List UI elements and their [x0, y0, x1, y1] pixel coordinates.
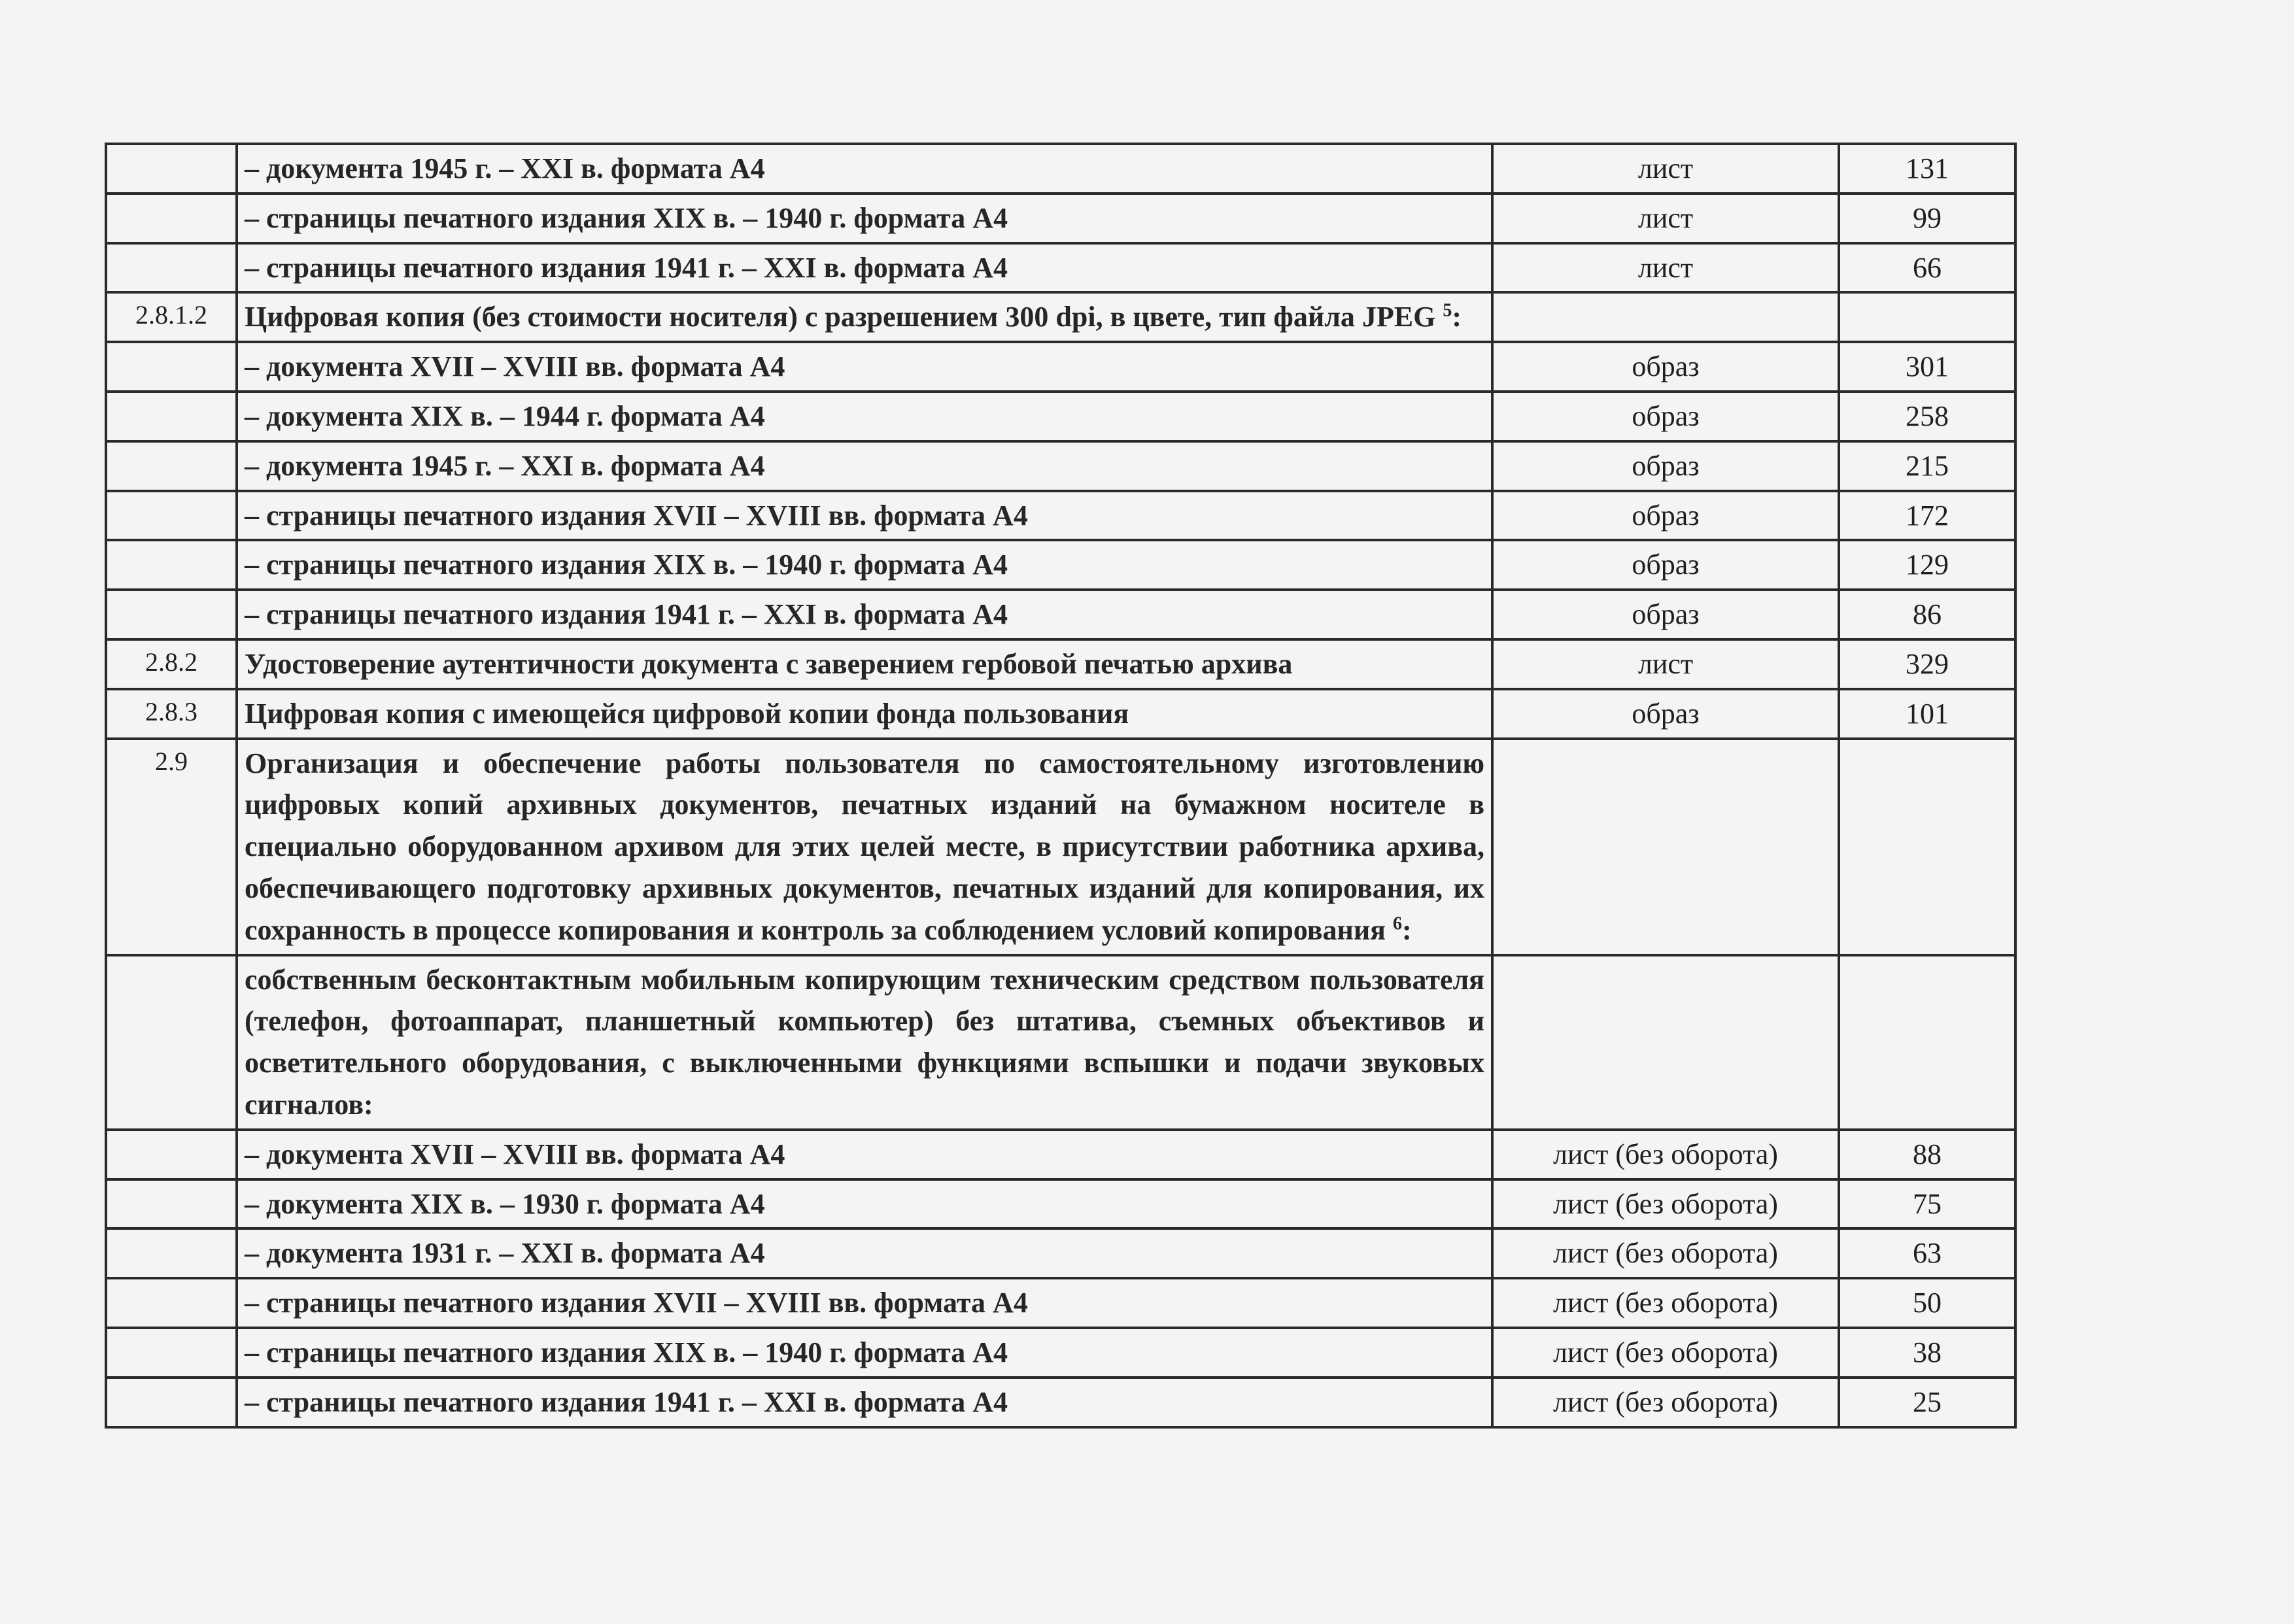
- row-description-cell: [237, 194, 1492, 243]
- description-text: Цифровая копия (без стоимости носителя) с разрешением 300 dpi, в цвете, тип файла JPEG: [245, 301, 1436, 333]
- row-description-cell: [237, 1130, 1492, 1179]
- description-text: – страницы печатного издания 1941 г. – XXI в. формата А4: [245, 598, 1008, 631]
- description-text: собственным бесконтактным мобильным копирующим техническим средством пользователя (телефон, фотоаппарат, планшетный компьютер) без штатива, съемных объективов и осветительного оборудования, с выключенными функциями вспышки и подачи звуковых сигналов:: [245, 963, 1484, 1121]
- row-price-cell: 99: [1839, 194, 2015, 243]
- row-number-cell: 2.9: [106, 739, 237, 955]
- table-row: [106, 1228, 2015, 1278]
- description-text: – документа XVII – XVIII вв. формата А4: [245, 1138, 785, 1170]
- row-unit-cell: лист (без оборота): [1492, 1179, 1839, 1229]
- row-price-cell: 301: [1839, 342, 2015, 392]
- row-description-cell: [237, 739, 1492, 955]
- row-price-cell: 129: [1839, 540, 2015, 590]
- row-price-cell: 329: [1839, 639, 2015, 689]
- description-text: – страницы печатного издания XIX в. – 1940 г. формата А4: [245, 201, 1008, 234]
- description-end: :: [1452, 301, 1462, 333]
- description-text: Организация и обеспечение работы пользователя по самостоятельному изготовлению цифровых копий архивных документов, печатных изданий на бумажном носителе в специально оборудованном архивом для этих целей месте, в присутствии работника архива, обеспечивающего подготовку архивных документов, печатных изданий для копирования, их сохранность в процессе копирования и контроль за соблюдением условий копирования: [245, 747, 1484, 946]
- row-description-cell: [237, 1228, 1492, 1278]
- table-row: [106, 194, 2015, 243]
- table-row: [106, 1130, 2015, 1179]
- row-unit-cell: образ: [1492, 342, 1839, 392]
- row-unit-cell: лист (без оборота): [1492, 1378, 1839, 1427]
- row-price-cell: 63: [1839, 1228, 2015, 1278]
- row-price-cell: 101: [1839, 689, 2015, 739]
- row-unit-cell: образ: [1492, 392, 1839, 441]
- row-price-cell: 38: [1839, 1328, 2015, 1378]
- row-description-cell: [237, 342, 1492, 392]
- row-unit-cell: [1492, 955, 1839, 1130]
- row-description-cell: [237, 491, 1492, 541]
- row-unit-cell: образ: [1492, 540, 1839, 590]
- table-row: [106, 243, 2015, 293]
- row-number-cell: [106, 392, 237, 441]
- row-number-cell: 2.8.1.2: [106, 292, 237, 342]
- table-row: [106, 441, 2015, 491]
- table-row: [106, 639, 2015, 689]
- tariff-table: [105, 143, 2017, 1429]
- row-price-cell: 75: [1839, 1179, 2015, 1229]
- footnote-marker: 6: [1392, 913, 1402, 934]
- table-row: [106, 1179, 2015, 1229]
- row-unit-cell: лист: [1492, 639, 1839, 689]
- row-number-cell: [106, 955, 237, 1130]
- row-description-cell: [237, 1328, 1492, 1378]
- description-text: – документа 1945 г. – XXI в. формата А4: [245, 449, 765, 482]
- footnote-marker: 5: [1443, 300, 1452, 321]
- row-description-cell: [237, 392, 1492, 441]
- row-price-cell: 215: [1839, 441, 2015, 491]
- description-text: Удостоверение аутентичности документа с заверением гербовой печатью архива: [245, 647, 1293, 680]
- row-price-cell: 172: [1839, 491, 2015, 541]
- row-price-cell: 131: [1839, 144, 2015, 194]
- row-unit-cell: лист (без оборота): [1492, 1130, 1839, 1179]
- row-price-cell: 66: [1839, 243, 2015, 293]
- description-text: – страницы печатного издания 1941 г. – XXI в. формата А4: [245, 251, 1008, 284]
- row-number-cell: [106, 1328, 237, 1378]
- description-text: – страницы печатного издания XVII – XVIII вв. формата А4: [245, 499, 1028, 532]
- row-number-cell: [106, 342, 237, 392]
- description-text: – документа XIX в. – 1930 г. формата А4: [245, 1187, 765, 1220]
- table-row: [106, 1278, 2015, 1328]
- row-description-cell: [237, 441, 1492, 491]
- row-description-cell: [237, 1278, 1492, 1328]
- row-price-cell: [1839, 955, 2015, 1130]
- table-row: [106, 392, 2015, 441]
- row-unit-cell: лист: [1492, 144, 1839, 194]
- table-row: [106, 1328, 2015, 1378]
- row-unit-cell: образ: [1492, 441, 1839, 491]
- row-unit-cell: образ: [1492, 689, 1839, 739]
- row-price-cell: 50: [1839, 1278, 2015, 1328]
- row-number-cell: [106, 1278, 237, 1328]
- row-number-cell: [106, 1130, 237, 1179]
- row-number-cell: [106, 144, 237, 194]
- row-description-cell: [237, 243, 1492, 293]
- description-text: – документа XIX в. – 1944 г. формата А4: [245, 399, 765, 432]
- table-row: [106, 144, 2015, 194]
- description-text: – страницы печатного издания 1941 г. – XXI в. формата А4: [245, 1385, 1008, 1418]
- table-row: [106, 342, 2015, 392]
- row-number-cell: [106, 1228, 237, 1278]
- table-row: [106, 955, 2015, 1130]
- row-description-cell: [237, 1179, 1492, 1229]
- row-number-cell: 2.8.3: [106, 689, 237, 739]
- row-unit-cell: лист: [1492, 243, 1839, 293]
- row-unit-cell: лист (без оборота): [1492, 1328, 1839, 1378]
- row-unit-cell: лист (без оборота): [1492, 1228, 1839, 1278]
- row-unit-cell: лист (без оборота): [1492, 1278, 1839, 1328]
- description-text: – страницы печатного издания XVII – XVIII вв. формата А4: [245, 1287, 1028, 1319]
- row-unit-cell: лист: [1492, 194, 1839, 243]
- row-unit-cell: [1492, 292, 1839, 342]
- row-price-cell: 25: [1839, 1378, 2015, 1427]
- row-number-cell: [106, 1179, 237, 1229]
- table-row: [106, 491, 2015, 541]
- row-description-cell: [237, 955, 1492, 1130]
- row-price-cell: 86: [1839, 590, 2015, 639]
- row-price-cell: [1839, 292, 2015, 342]
- tariff-table-body: [106, 144, 2015, 1427]
- description-end: :: [1401, 913, 1412, 946]
- row-number-cell: [106, 194, 237, 243]
- row-number-cell: [106, 1378, 237, 1427]
- row-price-cell: [1839, 739, 2015, 955]
- row-number-cell: [106, 491, 237, 541]
- row-description-cell: [237, 590, 1492, 639]
- table-row: [106, 292, 2015, 342]
- description-text: Цифровая копия с имеющейся цифровой копии фонда пользования: [245, 697, 1129, 730]
- table-row: [106, 590, 2015, 639]
- row-number-cell: [106, 441, 237, 491]
- row-unit-cell: образ: [1492, 590, 1839, 639]
- description-text: – страницы печатного издания XIX в. – 1940 г. формата А4: [245, 549, 1008, 581]
- table-row: [106, 1378, 2015, 1427]
- row-price-cell: 258: [1839, 392, 2015, 441]
- description-text: – документа XVII – XVIII вв. формата А4: [245, 350, 785, 383]
- row-description-cell: [237, 1378, 1492, 1427]
- row-number-cell: 2.8.2: [106, 639, 237, 689]
- row-unit-cell: [1492, 739, 1839, 955]
- table-row: [106, 689, 2015, 739]
- row-number-cell: [106, 540, 237, 590]
- table-row: [106, 739, 2015, 955]
- row-description-cell: [237, 639, 1492, 689]
- row-description-cell: [237, 540, 1492, 590]
- row-unit-cell: образ: [1492, 491, 1839, 541]
- row-price-cell: 88: [1839, 1130, 2015, 1179]
- row-description-cell: [237, 689, 1492, 739]
- row-description-cell: [237, 292, 1492, 342]
- row-number-cell: [106, 243, 237, 293]
- description-text: – страницы печатного издания XIX в. – 1940 г. формата А4: [245, 1336, 1008, 1368]
- row-description-cell: [237, 144, 1492, 194]
- table-row: [106, 540, 2015, 590]
- row-number-cell: [106, 590, 237, 639]
- description-text: – документа 1931 г. – XXI в. формата А4: [245, 1237, 765, 1270]
- description-text: – документа 1945 г. – XXI в. формата А4: [245, 152, 765, 184]
